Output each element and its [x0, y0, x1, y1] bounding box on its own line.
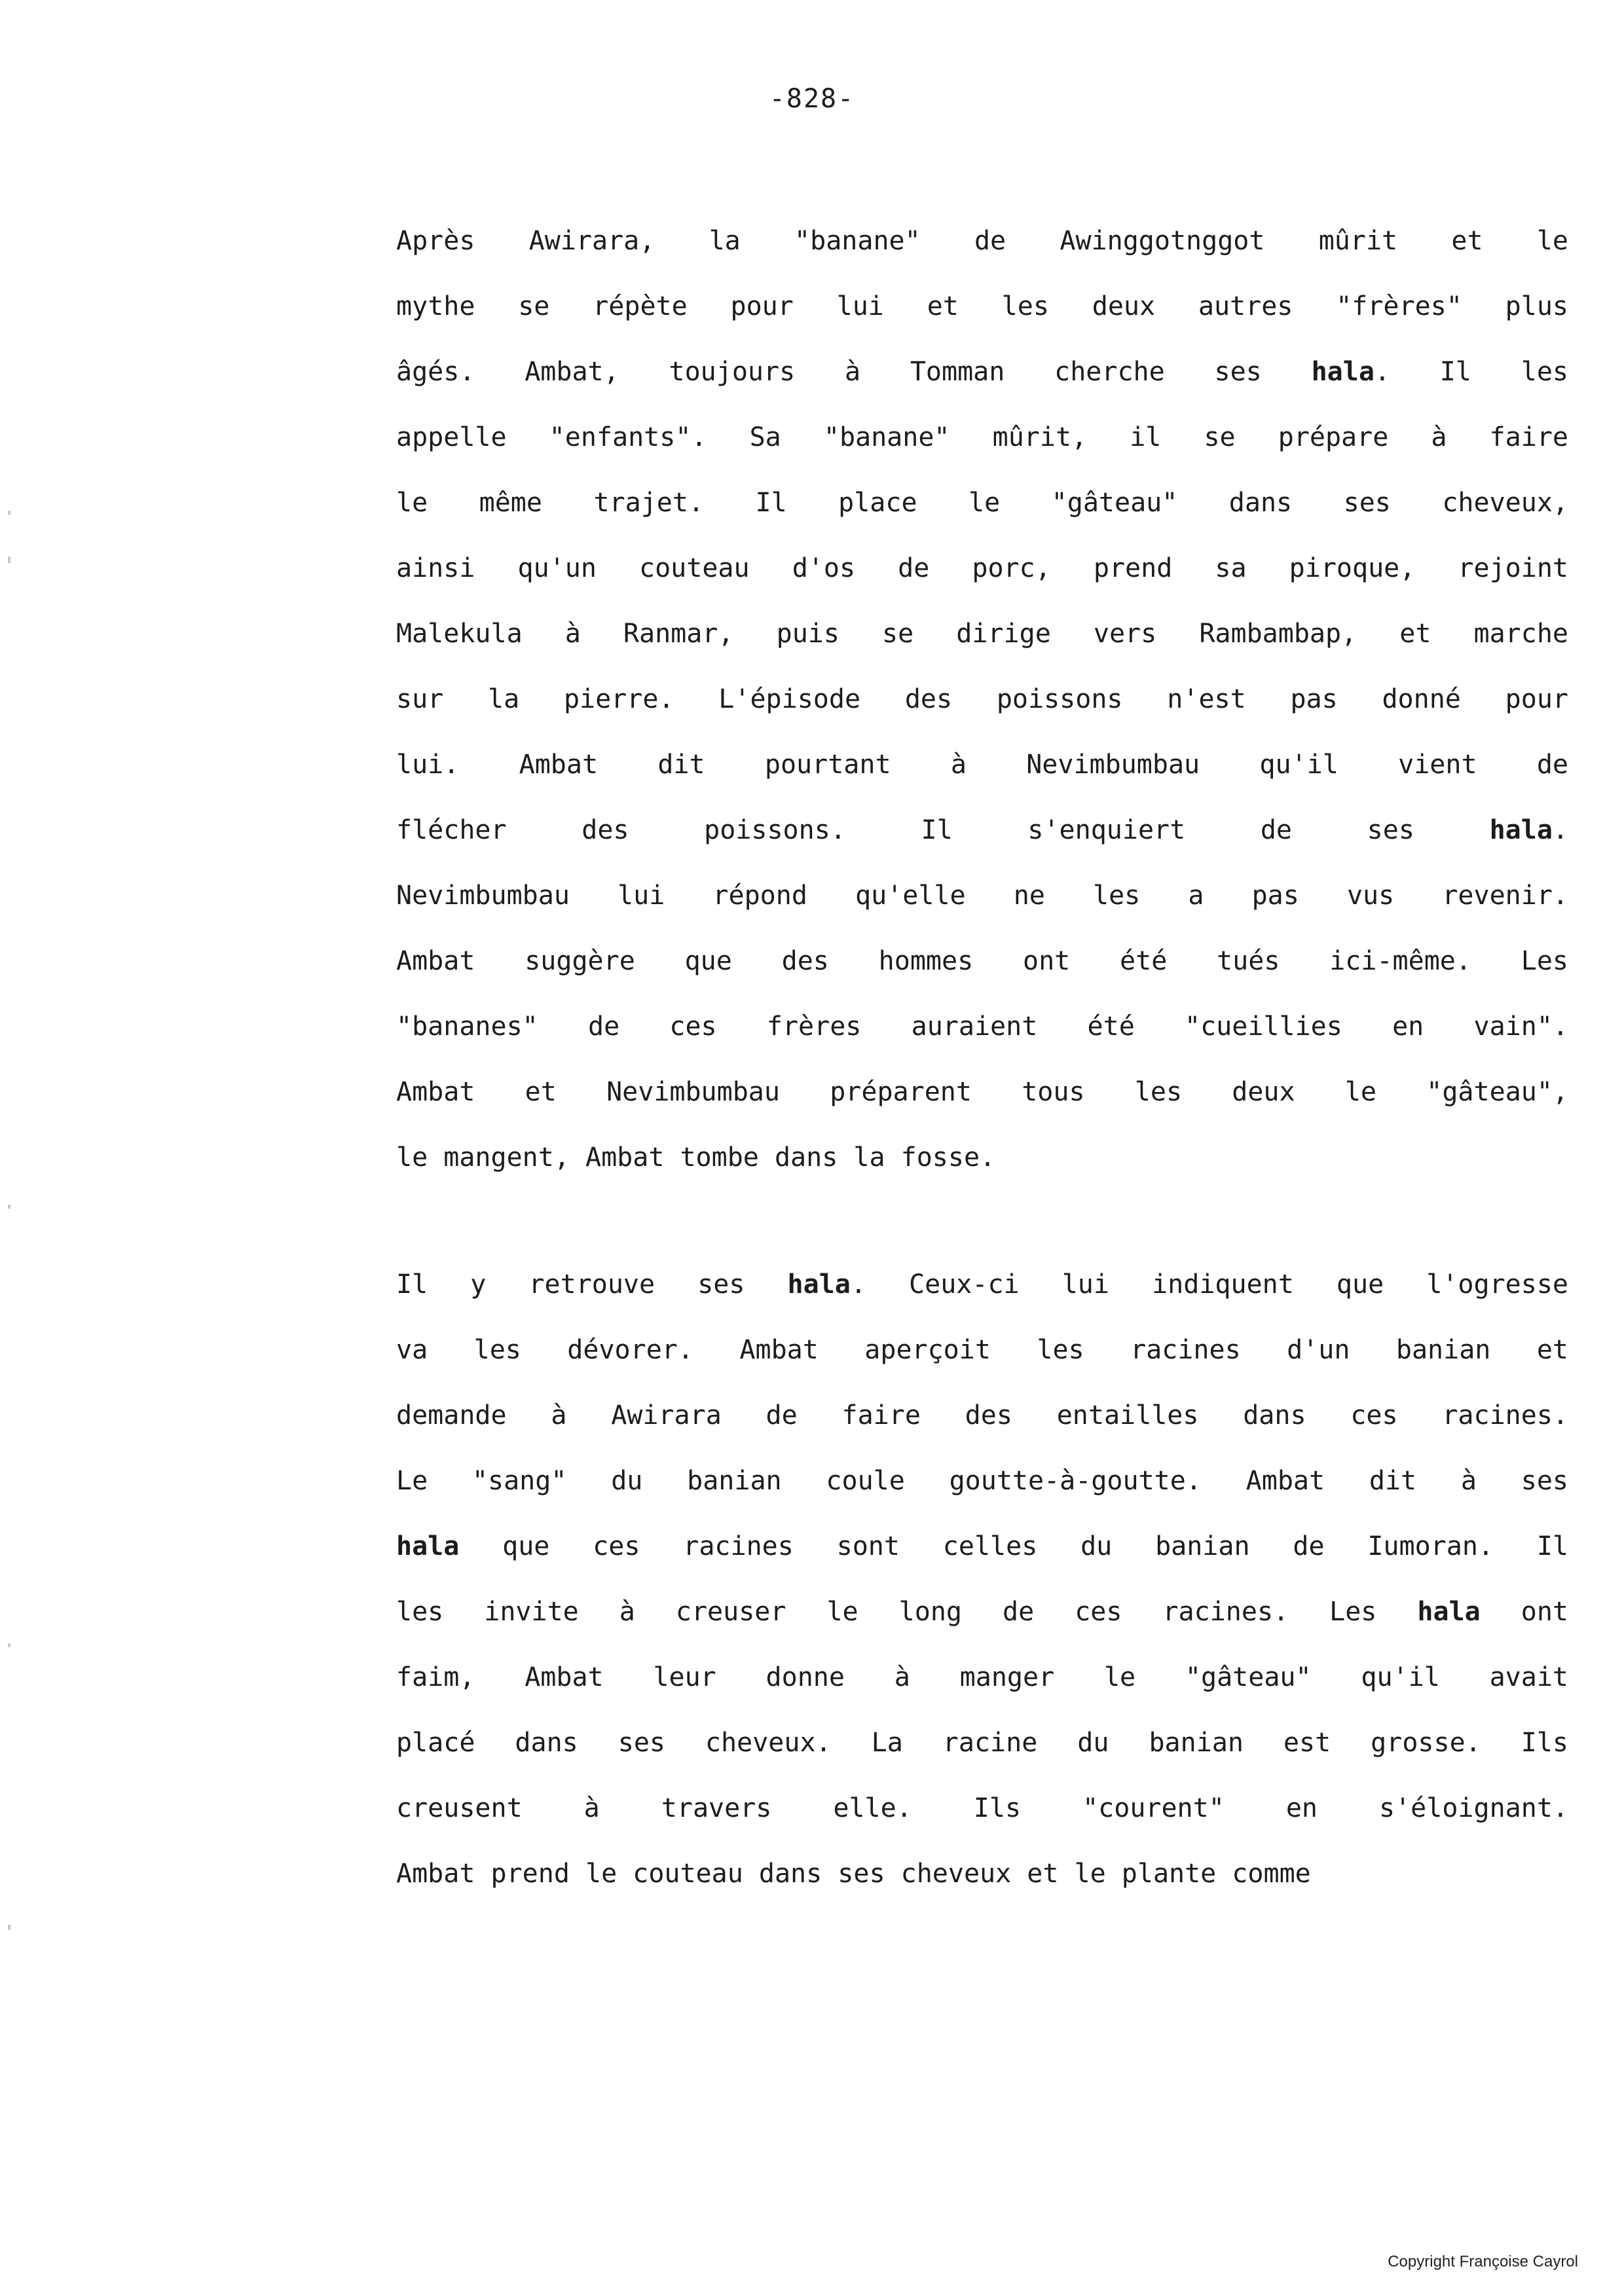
text-segment: le même trajet. Il place le "gâteau" dans ses cheveux, — [396, 488, 1568, 518]
text-line — [396, 928, 1568, 994]
emphasized-term: hala — [787, 1269, 851, 1300]
text-segment: Nevimbumbau lui répond qu'elle ne les a pas vus revenir. — [396, 881, 1568, 911]
text-line — [396, 208, 1568, 274]
text-line — [396, 470, 1568, 536]
text-segment: lui. Ambat dit pourtant à Nevimbumbau qu'il vient de — [396, 750, 1568, 780]
text-segment: Il y retrouve ses — [396, 1269, 788, 1300]
text-line — [396, 1059, 1568, 1125]
text-segment: appelle "enfants". Sa "banane" mûrit, il se prépare à faire — [396, 422, 1568, 452]
scan-speck — [8, 1205, 10, 1209]
page-number: -828- — [769, 84, 855, 114]
text-segment: faim, Ambat leur donne à manger le "gâteau" qu'il avait — [396, 1662, 1568, 1692]
text-line — [396, 863, 1568, 928]
text-line — [396, 994, 1568, 1059]
scan-speck — [8, 511, 10, 515]
text-line — [396, 1514, 1568, 1579]
text-segment: ont — [1480, 1597, 1568, 1627]
text-line — [396, 1317, 1568, 1383]
text-line — [396, 732, 1568, 797]
emphasized-term: hala — [1489, 815, 1553, 845]
text-line — [396, 339, 1568, 405]
text-line — [396, 1252, 1568, 1317]
text-segment: ainsi qu'un couteau d'os de porc, prend sa piroque, rejoint — [396, 553, 1568, 583]
text-line — [396, 1448, 1568, 1514]
text-segment: sur la pierre. L'épisode des poissons n'est pas donné pour — [396, 684, 1568, 714]
text-segment: Ambat et Nevimbumbau préparent tous les deux le "gâteau", — [396, 1077, 1568, 1107]
text-segment: Le "sang" du banian coule goutte-à-goutte. Ambat dit à ses — [396, 1466, 1568, 1496]
text-segment: . — [1552, 815, 1568, 845]
paragraph-1 — [396, 208, 1568, 1190]
emphasized-term: hala — [396, 1531, 460, 1561]
text-line — [396, 1125, 1568, 1190]
text-line — [396, 1841, 1568, 1906]
text-segment: flécher des poissons. Il s'enquiert de ses — [396, 815, 1490, 845]
text-line — [396, 1710, 1568, 1776]
text-segment: va les dévorer. Ambat aperçoit les racines d'un banian et — [396, 1335, 1568, 1365]
text-segment: Après Awirara, la "banane" de Awinggotnggot mûrit et le — [396, 226, 1568, 256]
emphasized-term: hala — [1311, 357, 1375, 387]
text-line — [396, 1645, 1568, 1710]
text-line — [396, 405, 1568, 470]
text-segment: le mangent, Ambat tombe dans la fosse. — [396, 1142, 996, 1173]
scan-speck — [8, 1643, 10, 1647]
text-segment: . Il les — [1374, 357, 1569, 387]
text-line — [396, 797, 1568, 863]
text-segment: demande à Awirara de faire des entailles dans ces racines. — [396, 1400, 1568, 1430]
text-segment: que ces racines sont celles du banian de Iumoran. Il — [459, 1531, 1568, 1561]
paragraph-2 — [396, 1252, 1568, 1906]
text-segment: âgés. Ambat, toujours à Tomman cherche ses — [396, 357, 1312, 387]
emphasized-term: hala — [1417, 1597, 1481, 1627]
text-segment: . Ceux-ci lui indiquent que l'ogresse — [850, 1269, 1568, 1300]
text-segment: "bananes" de ces frères auraient été "cueillies en vain". — [396, 1011, 1568, 1042]
text-segment: les invite à creuser le long de ces racines. Les — [396, 1597, 1418, 1627]
text-segment: mythe se répète pour lui et les deux autres "frères" plus — [396, 291, 1568, 321]
text-line — [396, 274, 1568, 339]
copyright-notice: Copyright Françoise Cayrol — [1388, 2253, 1578, 2270]
text-line — [396, 1776, 1568, 1841]
text-segment: Ambat prend le couteau dans ses cheveux et le plante comme — [396, 1859, 1311, 1889]
text-segment: placé dans ses cheveux. La racine du banian est grosse. Ils — [396, 1728, 1568, 1758]
text-line — [396, 666, 1568, 732]
text-line — [396, 1383, 1568, 1448]
scan-speck — [8, 1925, 10, 1930]
text-line — [396, 601, 1568, 666]
text-segment: Ambat suggère que des hommes ont été tués ici-même. Les — [396, 946, 1568, 976]
scan-speck — [8, 556, 10, 563]
text-segment: Malekula à Ranmar, puis se dirige vers Rambambap, et marche — [396, 619, 1568, 649]
text-line — [396, 536, 1568, 601]
text-line — [396, 1579, 1568, 1645]
text-segment: creusent à travers elle. Ils "courent" en s'éloignant. — [396, 1793, 1568, 1823]
